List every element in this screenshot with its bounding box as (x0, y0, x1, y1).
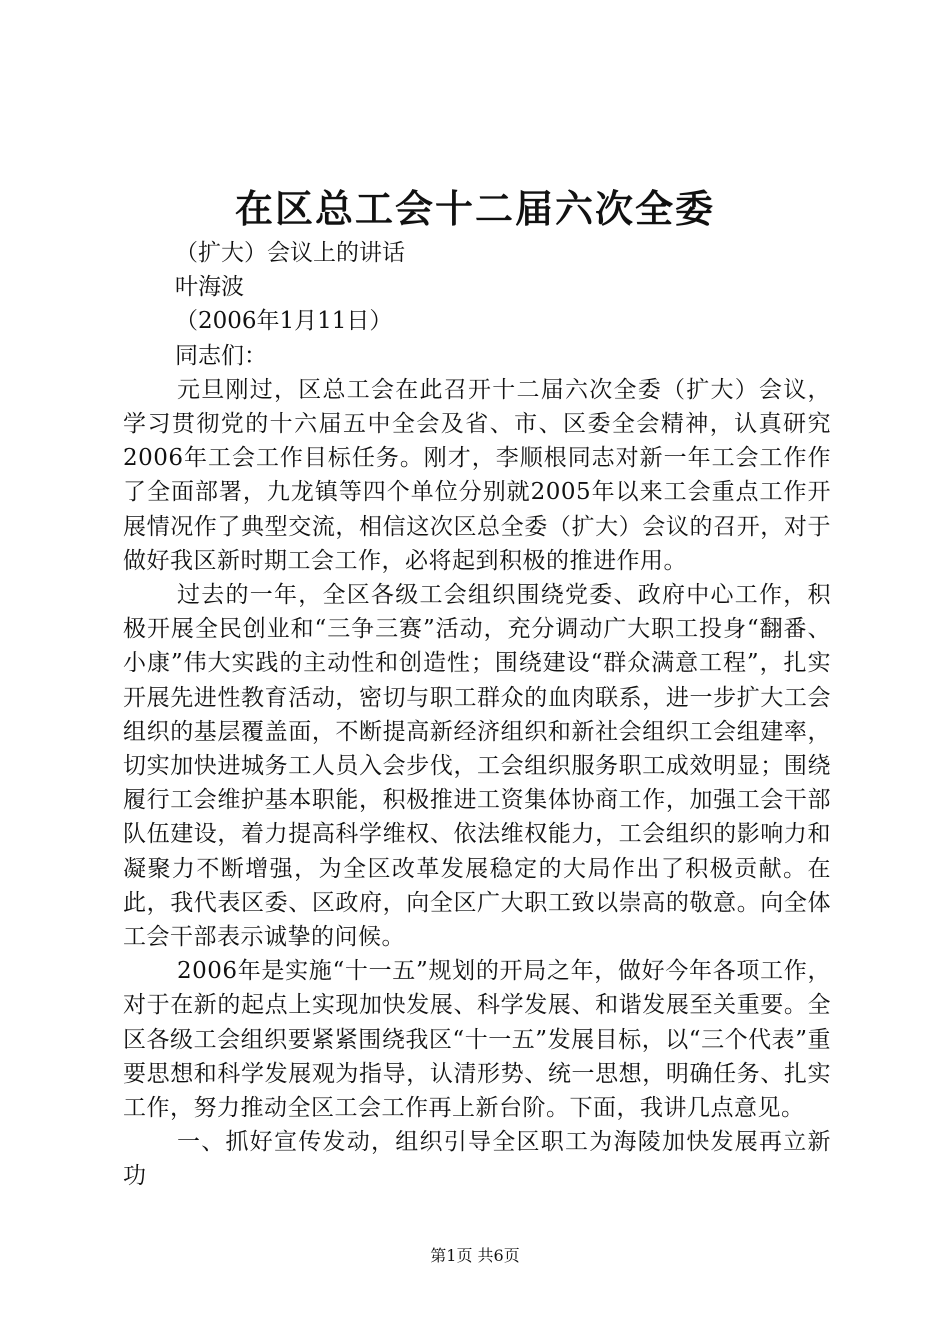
document-author: 叶海波 (175, 274, 244, 301)
body-paragraph: 过去的一年，全区各级工会组织围绕党委、政府中心工作，积极开展全民创业和“三争三赛”活动，充分调动广大职工投身“翻番、小康”伟大实践的主动性和创造性；围绕建设“群众满意工程”，扎实开展先进性教育活动，密切与职工群众的血肉联系，进一步扩大工会组织的基层覆盖面，不断提高新经济组织和新社会组织工会组建率，切实加快进城务工人员入会步伐，工会组织服务职工成效明显；围绕履行工会维护基本职能，积极推进工资集体协商工作，加强工会干部队伍建设，着力提高科学维权、依法维权能力，工会组织的影响力和凝聚力不断增强，为全区改革发展稳定的大局作出了积极贡献。在此，我代表区委、区政府，向全区广大职工致以崇高的敬意。向全体工会干部表示诚挚的问候。 (123, 582, 831, 951)
document-date: （2006年1月11日） (175, 308, 393, 335)
body-paragraph: 2006年是实施“十一五”规划的开局之年，做好今年各项工作，对于在新的起点上实现加快发展、科学发展、和谐发展至关重要。全区各级工会组织要紧紧围绕我区“十一五”发展目标，以“三个代表”重要思想和科学发展观为指导，认清形势、统一思想，明确任务、扎实工作，努力推动全区工会工作再上新台阶。下面，我讲几点意见。 (123, 958, 831, 1122)
document-salutation: 同志们： (175, 342, 267, 369)
body-paragraph: 元旦刚过，区总工会在此召开十二届六次全委（扩大）会议，学习贯彻党的十六届五中全会及省、市、区委全会精神，认真研究2006年工会工作目标任务。刚才，李顺根同志对新一年工会工作作了全面部署，九龙镇等四个单位分别就2005年以来工会重点工作开展情况作了典型交流，相信这次区总全委（扩大）会议的召开，对于做好我区新时期工会工作，必将起到积极的推进作用。 (123, 376, 831, 574)
document-body (123, 236, 831, 1194)
section-heading: 一、抓好宣传发动，组织引导全区职工为海陵加快发展再立新功 (123, 1129, 831, 1190)
document-subtitle: （扩大）会议上的讲话 (175, 240, 405, 266)
document-title: 在区总工会十二届六次全委 (234, 186, 715, 231)
page-footer: 第1页 共6页 (430, 1246, 520, 1265)
